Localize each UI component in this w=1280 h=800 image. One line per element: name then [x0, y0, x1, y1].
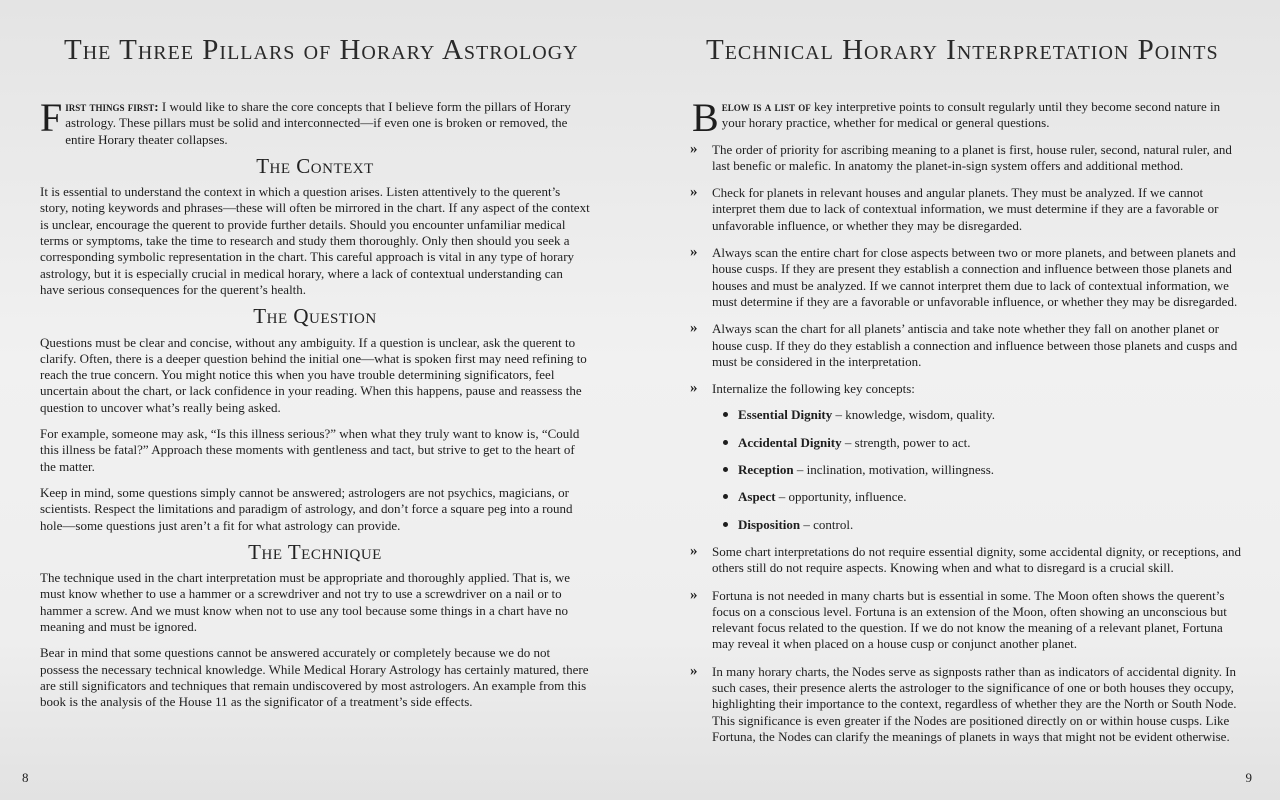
intro-text: I would like to share the core concepts that I believe form the pillars of Horary astrology. These pillars must be solid and interconnected—if even one is broken or removed, the entire Horary theater collapses. [65, 99, 571, 147]
bullet-dot-icon [723, 440, 728, 445]
double-chevron-icon: » [690, 320, 698, 337]
list-item [692, 588, 1244, 653]
bullet-dot-icon [723, 522, 728, 527]
concept-desc: – opportunity, influence. [775, 489, 907, 505]
list-item-text: In many horary charts, the Nodes serve as signposts rather than as indicators of accidental dignity. In such cases, their presence alerts the astrologer to the significance of one or both houses they occupy, highlighting their importance to the context, regardless of whether they are the North or South Node. This significance is even greater if the Nodes are positioned directly on or within house cusps. Like Fortuna, the Nodes can clarify the meanings of planets in ways that might not be evident otherwise. [712, 663, 1237, 744]
concept-desc: – inclination, motivation, willingness. [793, 462, 995, 478]
list-item-text: Always scan the chart for all planets’ antiscia and take note whether they fall on another planet or house cusp. If they do they establish a connection and influence between those planets and cusps and must be considered in the interpretation. [712, 321, 1238, 369]
page-number: 8 [22, 770, 29, 785]
section-heading-question: The Question [253, 304, 377, 329]
paragraph: Bear in mind that some questions cannot be answered accurately or completely because we do not possess the necessary technical knowledge. While Medical Horary Astrology has certainly matured, there are still significators and techniques that remain undiscovered by most astrologers. An example from this book is the analysis of the House 11 as the significator of a treatment’s side effects. [40, 645, 589, 710]
list-item-text: The order of priority for ascribing meaning to a planet is first, house ruler, second, natural ruler, and last benefic or malefic. In anatomy the planet-in-sign system offers and additional method. [712, 141, 1232, 173]
concept-term: Accidental Dignity [738, 434, 842, 450]
list-item [692, 321, 1244, 370]
list-item [692, 185, 1244, 234]
paragraph: For example, someone may ask, “Is this illness serious?” when what they truly want to know is, “Could this illness be fatal?” Approach these moments with gentleness and tact, but strive to get to the heart of the matter. [40, 426, 580, 474]
section-heading-technique: The Technique [248, 539, 382, 564]
double-chevron-icon: » [690, 184, 698, 201]
concept-item [720, 489, 1244, 505]
concept-term: Reception [738, 462, 794, 478]
concept-item [720, 462, 1244, 478]
list-item [692, 664, 1244, 745]
bullet-dot-icon [723, 467, 728, 472]
paragraph: The technique used in the chart interpretation must be appropriate and thoroughly applied. That is, we must know whether to use a hammer or a screwdriver and not try to use a screwdriver on a nail or to hammer a screw. And we must know when not to use any tool because some things in a chart have no meaning and must be ignored. [40, 570, 571, 635]
drop-cap: B [692, 95, 719, 140]
concept-desc: – strength, power to act. [841, 434, 971, 450]
list-item-text: Fortuna is not needed in many charts but is essential in some. The Moon often shows the querent’s focus on a conscious level. Fortuna is an extension of the Moon, often showing an unconscious but relevant focus related to the question. If we do not know the meaning of a relevant planet, Fortuna may reveal it when placed on a house cusp or conjunct another planet. [712, 587, 1227, 652]
list-item-text: Check for planets in relevant houses and angular planets. They must be analyzed. If we cannot interpret them due to lack of contextual information, we must determine if they are a favorable or unfavorable influence, or whether they may be disregarded. [712, 185, 1219, 233]
right-page [640, 0, 1280, 800]
list-item [692, 142, 1244, 175]
double-chevron-icon: » [690, 586, 698, 603]
page-title: Technical Horary Interpretation Points [706, 34, 1219, 66]
interpretation-points-list [692, 142, 1244, 746]
double-chevron-icon: » [690, 662, 698, 679]
intro-text: key interpretive points to consult regularly until they become second nature in your horary practice, whether for medical or general questions. [721, 99, 1221, 131]
paragraph: Questions must be clear and concise, without any ambiguity. If a question is unclear, ask the querent to clarify. Often, there is a deeper question behind the initial one—what is spoken first may need refining to reach the true concern. You might notice this when you have trouble determining significators, feel uncertain about the chart, or lack confidence in your reading. When this happens, pause and reassess the question to uncover what’s really being asked. [40, 334, 587, 415]
concept-item [720, 435, 1244, 451]
concept-term: Aspect [738, 489, 776, 505]
page-title: The Three Pillars of Horary Astrology [64, 34, 579, 66]
left-page-body [40, 95, 590, 721]
list-item [692, 381, 1244, 533]
list-item-text: Some chart interpretations do not require essential dignity, some accidental dignity, or receptions, and others still do not require aspects. Knowing when and what to disregard is a crucial skill. [712, 543, 1241, 576]
list-item [692, 245, 1244, 310]
concept-desc: – knowledge, wisdom, quality. [832, 407, 995, 423]
paragraph: It is essential to understand the context in which a question arises. Listen attentively to the querent’s story, noting keywords and phrases—these will often be mirrored in the chart. If any aspect of the context is unclear, encourage the querent to provide further details. Should you encounter unfamiliar medical terms or symptoms, take the time to research and study them thoroughly. Only then should you seek a corresponding symbolic representation in the chart. This careful approach is vital in any type of horary astrology, but it is especially crucial in medical horary, where a lack of contextual understanding can have serious consequences for the querent’s health. [40, 184, 590, 297]
double-chevron-icon: » [690, 542, 698, 559]
bullet-dot-icon [723, 412, 728, 417]
double-chevron-icon: » [690, 244, 698, 261]
concept-desc: – control. [800, 516, 854, 532]
intro-lead: irst things first: [65, 99, 159, 114]
list-item-text: Always scan the entire chart for close aspects between two or more planets, and between planets and house cusps. If they are present they establish a connection and influence between those planets and houses and must be analyzed. If we cannot interpret them due to lack of contextual information, we must determine if they are a favorable or unfavorable influence, or whether they may be disregarded. [712, 245, 1238, 309]
drop-cap: F [40, 95, 63, 140]
list-item [692, 544, 1244, 577]
list-item-text: Internalize the following key concepts: [712, 381, 915, 397]
intro-lead: elow is a list of [721, 99, 811, 114]
concept-term: Essential Dignity [738, 407, 833, 423]
paragraph: Keep in mind, some questions simply cannot be answered; astrologers are not psychics, magicians, or scientists. Respect the limitations and paradigm of astrology, and don’t force a square peg into a round hole—some questions just aren’t a fit for what astrology can provide. [40, 484, 573, 533]
double-chevron-icon: » [690, 380, 698, 397]
concept-item [720, 517, 1244, 533]
concept-term: Disposition [738, 516, 801, 532]
bullet-dot-icon [723, 494, 728, 499]
intro-paragraph [692, 95, 1244, 140]
key-concepts-list [712, 407, 1244, 532]
concept-item [720, 407, 1244, 423]
right-page-body [690, 95, 1244, 756]
intro-paragraph [40, 95, 590, 148]
page-number: 9 [1245, 770, 1252, 785]
double-chevron-icon: » [690, 140, 698, 157]
section-heading-context: The Context [256, 153, 374, 178]
